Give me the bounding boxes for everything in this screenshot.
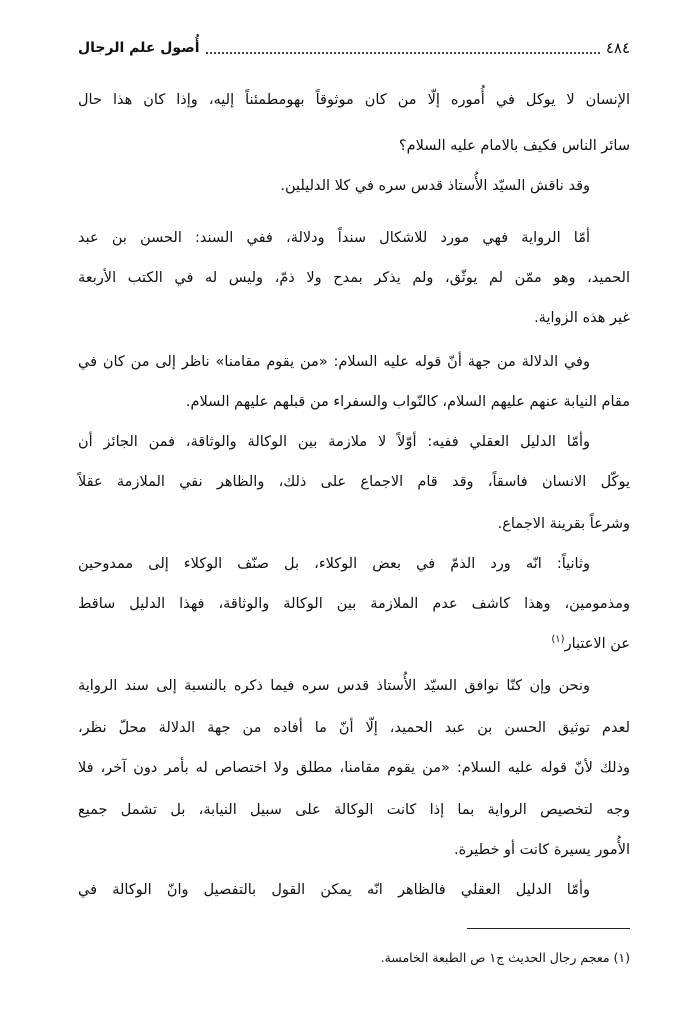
text-line: ومذمومين، وهذا كاشف عدم الملازمة بين الوكالة والوثاقة، فهذا الدليل ساقط [78, 596, 630, 612]
text-line: أمّا الرواية فهي مورد للاشكال سنداً ودلالة، ففي السند: الحسن بن عبد [78, 230, 590, 246]
text-line: غير هذه الزواية. [534, 310, 630, 326]
text-line: وثانياً: انّه ورد الذمّ في بعض الوكلاء، بل صنّف الوكلاء إلى ممدوحين [78, 556, 590, 572]
text-line: سائر الناس فكيف بالامام عليه السلام؟ [398, 138, 630, 154]
text-line: وجه لتخصيص الرواية بما إذا كانت الوكالة على سبيل النيابة، بل تشمل جميع [78, 802, 630, 818]
book-title: أُصول علم الرجال [78, 40, 200, 56]
text-line: يوكّل الانسان فاسقاً، وقد قام الاجماع على ذلك، والظاهر نفي الملازمة عقلاً [78, 474, 630, 490]
text-line: مقام النيابة عنهم عليهم السلام، كالنّواب والسفراء من قبلهم عليهم السلام. [185, 394, 630, 410]
text-line-content: عن الاعتبار [564, 636, 630, 652]
text-line: وأمّا الدليل العقلي فالظاهر انّه يمكن القول بالتفصيل وانّ الوكالة في [78, 882, 590, 898]
footnote: (١) معجم رجال الحديث ج١ ص الطبعة الخامسة. [380, 950, 630, 965]
text-line: ونحن وإن كنّا نوافق السيّد الأُستاذ قدس سره فيما ذكره بالنسبة إلى سند الرواية [78, 678, 590, 694]
leader-dots [206, 52, 600, 54]
footnote-divider [467, 928, 630, 929]
page-number: ٤٨٤ [605, 39, 630, 57]
running-header [78, 34, 630, 62]
footnote-marker[interactable]: (١) [551, 634, 565, 646]
book-page [78, 0, 630, 1017]
text-line [78, 627, 630, 661]
text-line: الحميد، وهو ممّن لم يوثّق، ولم يذكر بمدح ولا ذمّ، وليس له في الكتب الأربعة [78, 270, 630, 286]
text-line: لعدم توثيق الحسن بن عبد الحميد، إلّا أنّ ما أفاده من جهة الدلالة محلّ نظر، [78, 720, 630, 736]
text-line: وذلك لأنّ قوله عليه السلام: «من يقوم مقامنا، مطلق ولا اختصاص له بأمر دون آخر، فلا [78, 760, 630, 776]
text-line: وشرعاً بقرينة الاجماع. [497, 516, 630, 532]
text-line: الأُمور يسيرة كانت أو خطيرة. [453, 842, 630, 858]
text-line: وفي الدلالة من جهة أنّ قوله عليه السلام: «من يقوم مقامنا» ناظر إلى من كان في [78, 354, 590, 370]
text-line: الإنسان لا يوكل في أُموره إلّا من كان موثوقاً بهومطمئناً إليه، وإذا كان هذا حال [78, 92, 630, 108]
text-line: وأمّا الدليل العقلي ففيه: أوّلاً لا ملازمة بين الوكالة والوثاقة، فمن الجائز أن [78, 434, 590, 450]
text-line: وقد ناقش السيّد الأُستاذ قدس سره في كلا الدليلين. [280, 178, 590, 194]
